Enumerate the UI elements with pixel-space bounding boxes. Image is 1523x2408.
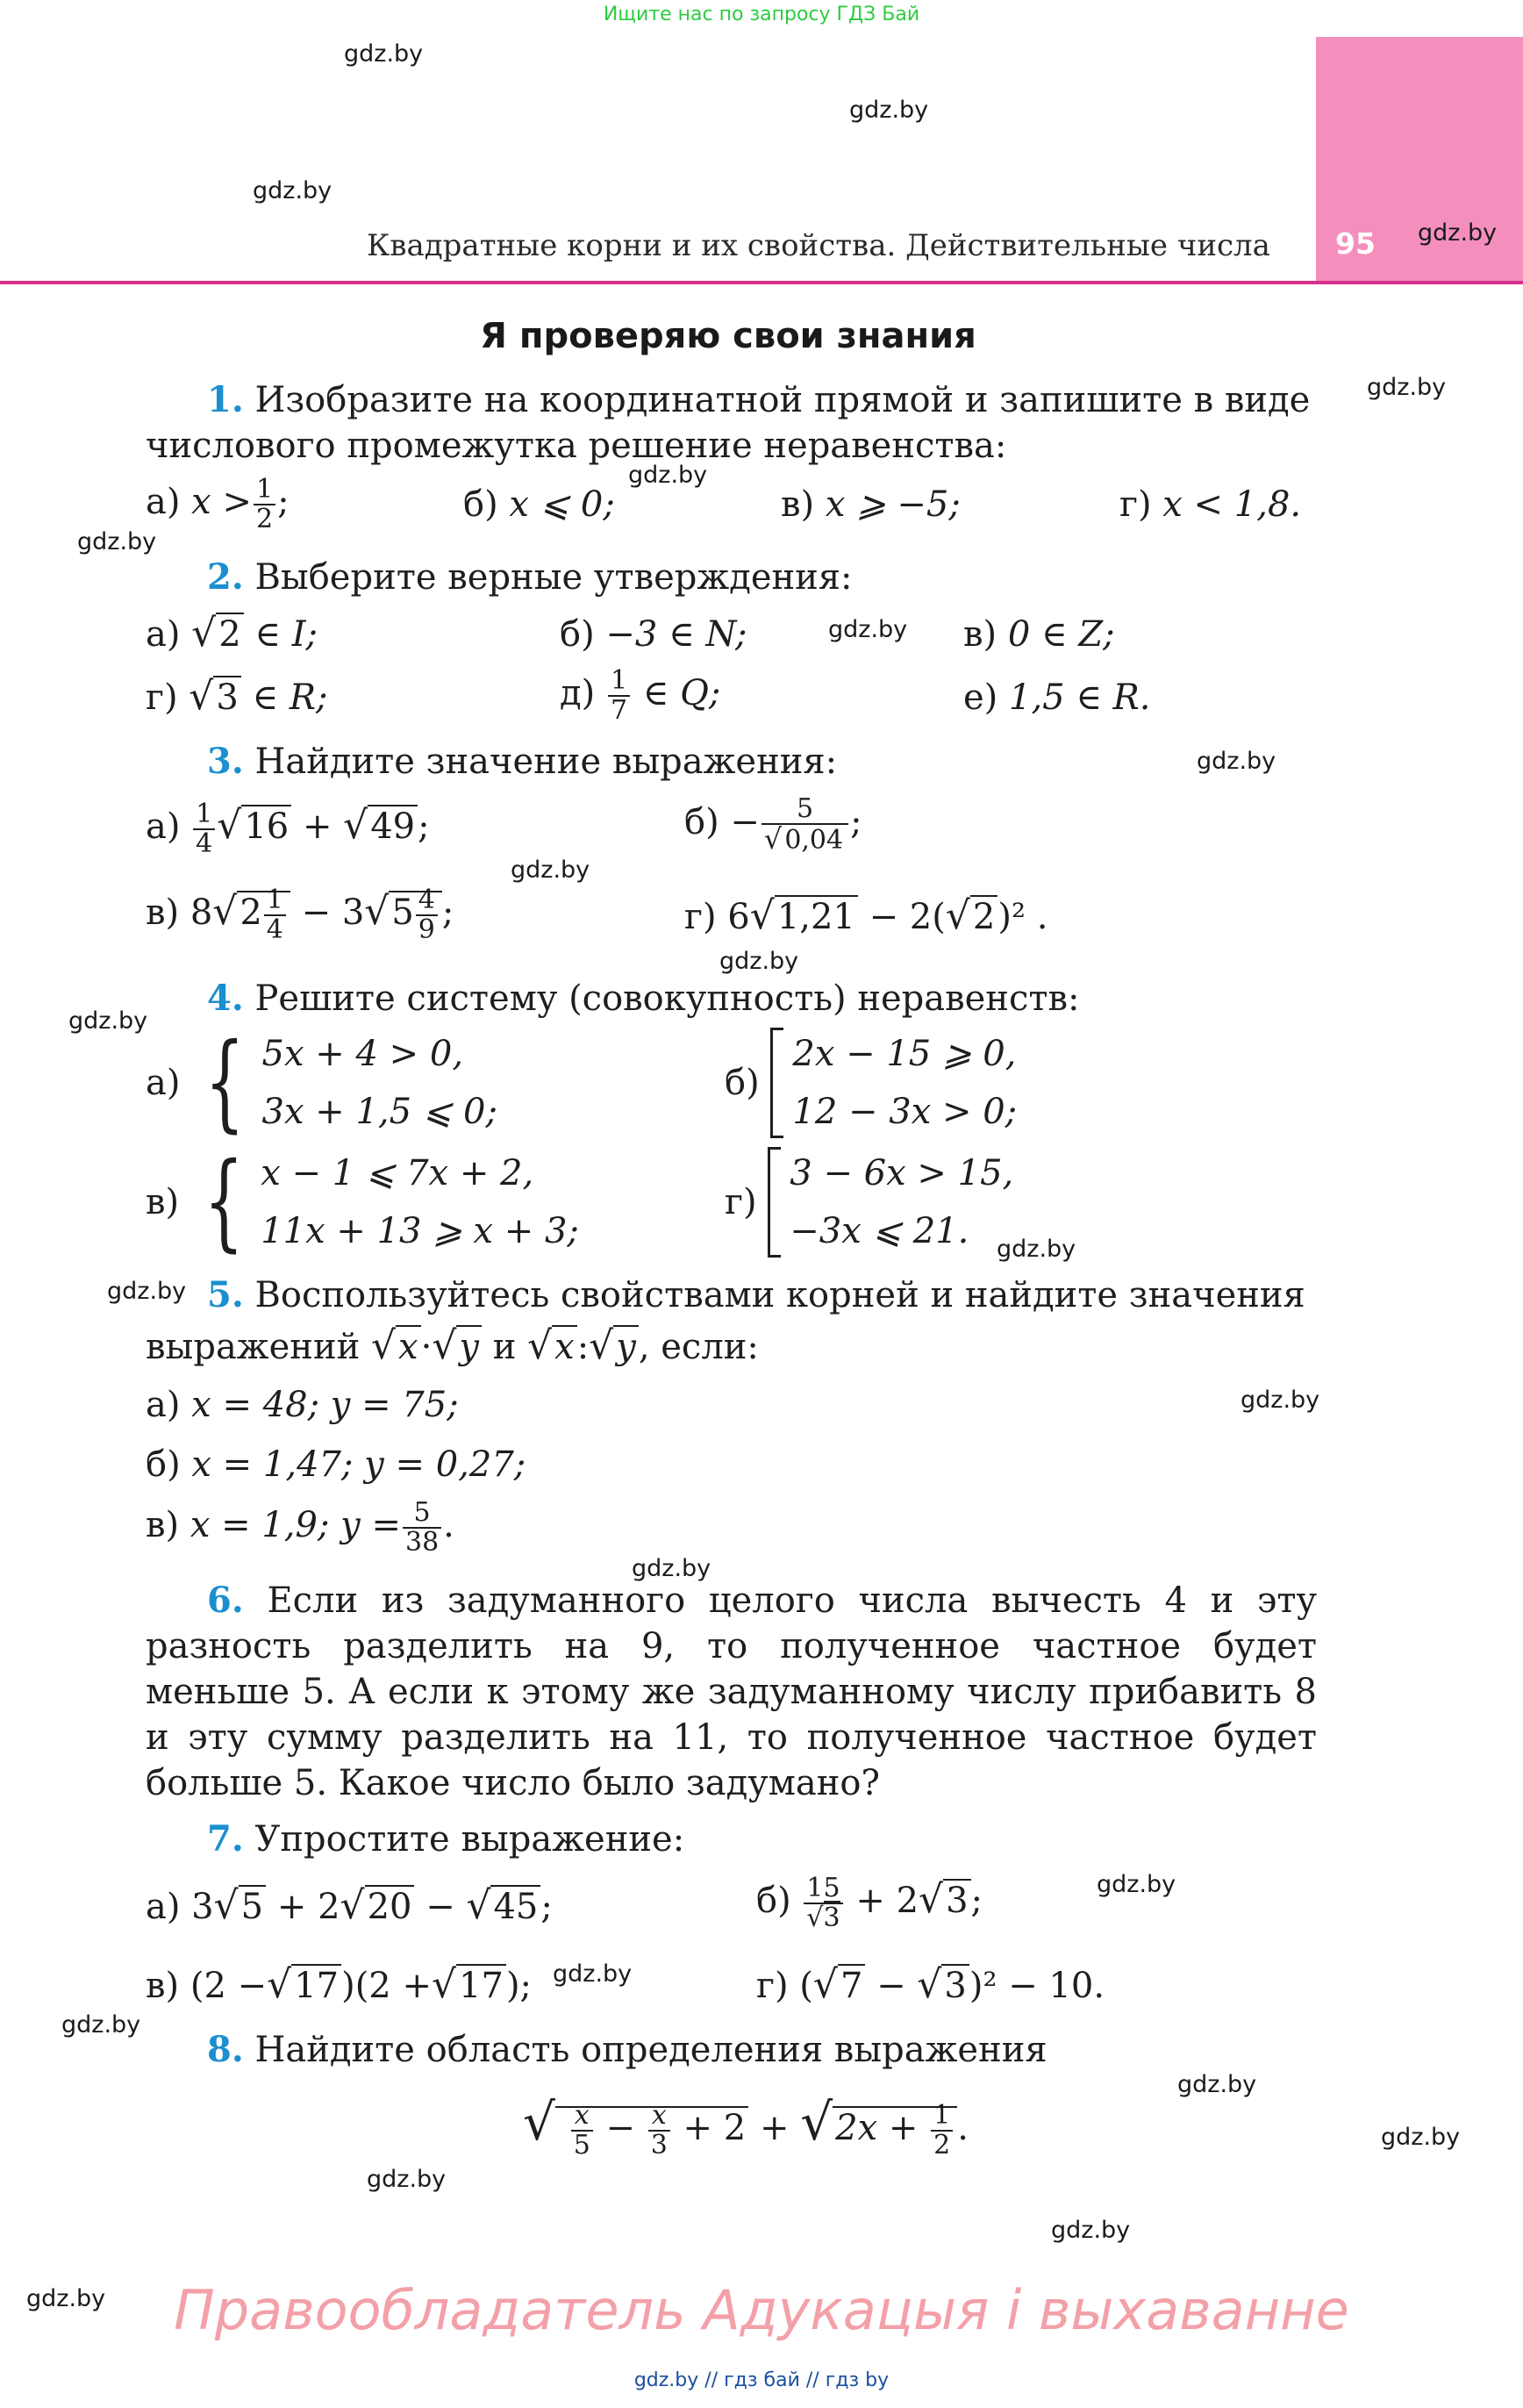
running-title: Квадратные корни и их свойства. Действительные числа [367,228,1270,263]
task-7-d: г) (√7 − √3)² − 10. [756,1962,1105,2007]
task-6: 6. Если из задуманного целого числа вычесть 4 и эту разность разделить на 9, то полученное частное будет меньше 5. А если к этому же задуманному числу прибавить 8 и эту сумму разделить на 11, то полученное частное будет больше 5. Какое число было задумано? [146,1580,1318,1803]
task-2-c: в) 0 ∈ Z; [963,614,1115,655]
task-3-a: а) $\frac{1}{4}$ √16 + √49; [146,799,430,859]
task-text: Изобразите на координатной прямой и запишите в виде числового промежутка решение неравенства: [146,380,1311,466]
task-4-b: б) 2x − 15 ⩾ 0, 12 − 3x > 0; [725,1025,1017,1141]
task-2-d: г) √3 ∈ R; [146,674,328,719]
watermark: gdz.by [632,1555,711,1582]
task-5-c: в) x = 1,9; y = $\frac{5}{38}$ . [146,1497,454,1558]
task-8-expr: √ $\frac{x}{5}$ − $\frac{x}{3}$ + 2 + √2x + $\frac{1}{2}$ . [523,2092,969,2161]
task-7-c: в) (2 −√17)(2 +√17); [146,1962,533,2007]
watermark: gdz.by [77,528,157,555]
task-3-d: г) 6√1,21 − 2(√2)² . [684,893,1048,938]
task-7: 7. Упростите выражение: [207,1818,685,1860]
task-5: 5. Воспользуйтесь свойствами корней и найдите значения [207,1274,1305,1315]
task-8: 8. Найдите область определения выражения [207,2029,1048,2070]
watermark: gdz.by [719,948,799,975]
top-note: Ищите нас по запросу ГДЗ Бай [603,4,920,25]
task-4: 4. Решите систему (совокупность) неравенств: [207,978,1080,1019]
task-4-c: в) { x − 1 ⩽ 7x + 2, 11x + 13 ⩾ x + 3; [146,1141,579,1263]
task-3-c: в) 8√2 $\frac{1}{4}$ − 3√5 $\frac{4}{9}$ ; [146,885,454,945]
task-7-b: б) $\frac{15}{√3}$ + 2√3; [756,1873,983,1933]
task-2-e: д) $\frac{1}{7}$ ∈ Q; [560,665,721,726]
task-4-d: г) 3 − 6x > 15, −3x ⩽ 21. [725,1144,1013,1260]
watermark: gdz.by [253,177,332,204]
watermark: gdz.by [553,1960,633,1988]
task-1-b: б) x ⩽ 0; [463,484,615,525]
watermark: gdz.by [628,462,708,489]
task-1 [146,377,1317,469]
watermark: gdz.by [1097,1871,1176,1898]
task-3-b: б) − $\frac{5}{√ 0,04}$ ; [684,793,862,856]
watermark: gdz.by [26,2285,106,2312]
task-number: 1. [207,379,244,420]
watermark: gdz.by [1177,2071,1257,2098]
footer-links: gdz.by // гдз бай // гдз by [633,2369,890,2391]
task-1-a: а) x > $\frac{1}{2}$ ; [146,474,290,534]
watermark: gdz.by [1051,2217,1131,2244]
watermark: gdz.by [511,856,590,884]
watermark: gdz.by [68,1007,148,1035]
task-2: 2. Выберите верные утверждения: [207,556,853,598]
task-2-f: е) 1,5 ∈ R. [963,677,1151,718]
watermark: gdz.by [849,97,929,124]
task-1-d: г) x < 1,8. [1119,484,1302,525]
watermark: gdz.by [1197,748,1276,775]
task-2-b: б) −3 ∈ N; [560,614,747,655]
watermark: gdz.by [1367,374,1447,401]
watermark: gdz.by [107,1278,187,1305]
task-4-a: а) { 5x + 4 > 0, 3x + 1,5 ⩽ 0; [146,1021,497,1143]
watermark: gdz.by [367,2166,447,2193]
watermark: gdz.by [61,2011,141,2039]
copyright-notice: Правообладатель Адукацыя і выхаванне [174,2278,1349,2342]
task-1-c: в) x ⩾ −5; [781,484,961,525]
watermark: gdz.by [828,616,908,643]
task-7-a: а) 3√5 + 2√20 − √45; [146,1883,553,1928]
watermark: gdz.by [997,1236,1076,1263]
page-number: 95 [1335,226,1376,261]
task-5-b: б) x = 1,47; y = 0,27; [146,1444,526,1485]
task-2-a: а) √2 ∈ I; [146,611,318,656]
watermark: gdz.by [344,40,424,68]
task-5-line2: выражений √x·√y и √x:√y, если: [146,1323,759,1368]
header-rule [0,281,1523,284]
watermark: gdz.by [1381,2124,1461,2151]
section-title: Я проверяю свои знания [480,316,976,356]
watermark: gdz.by [1241,1387,1320,1414]
task-5-a: а) x = 48; y = 75; [146,1385,459,1425]
task-3: 3. Найдите значение выражения: [207,741,838,782]
watermark: gdz.by [1418,219,1498,247]
